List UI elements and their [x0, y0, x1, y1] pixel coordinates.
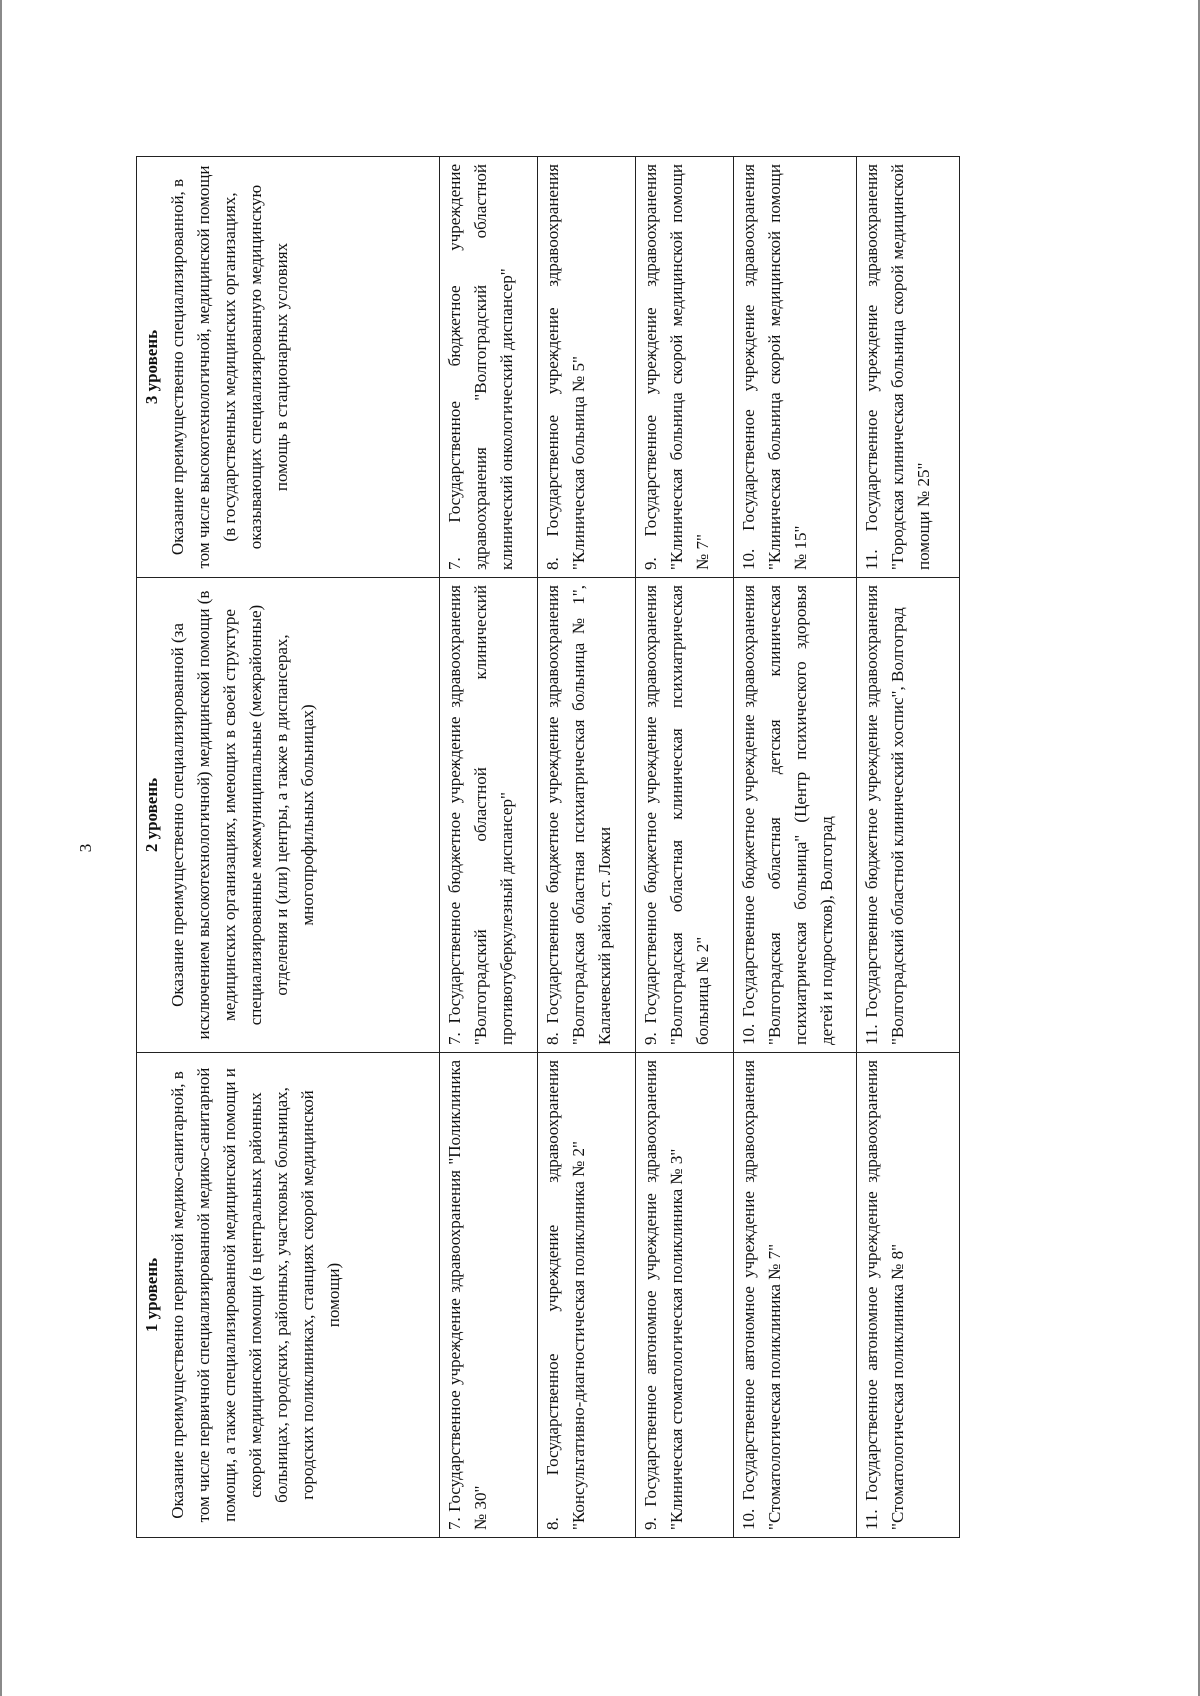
cell-text: 10. Государственное бюджетное учреждение здравоохранения "Волгоградская областная детская клиническая психиатрическая больница" (Центр психического здоровья детей и подростков), Волгоград — [739, 585, 836, 1045]
table-row — [857, 157, 960, 1538]
level-1-header — [137, 1053, 440, 1538]
cell-text: 10. Государственное автономное учреждение здравоохранения "Стоматологическая поликлиника № 7" — [739, 1060, 784, 1530]
cell-text: 8. Государственное бюджетное учреждение здравоохранения "Волгоградская областная психиатрическая больница № 1", Калачевский район, ст. Ложки — [543, 585, 614, 1045]
table-cell — [440, 157, 538, 578]
cell-text: 11. Государственное автономное учреждение здравоохранения "Стоматологическая поликлиника № 8" — [862, 1060, 907, 1530]
cell-text: 8. Государственное учреждение здравоохранения "Клиническая больница № 5" — [543, 164, 588, 570]
cell-text: 9. Государственное бюджетное учреждение здравоохранения "Волгоградская областная клиническая психиатрическая больница № 2" — [641, 585, 712, 1045]
table-row — [538, 157, 636, 1538]
cell-text: 7. Государственное бюджетное учреждение здравоохранения "Волгоградский областной клинический онкологический диспансер" — [445, 164, 516, 570]
cell-text: 7. Государственное бюджетное учреждение здравоохранения "Волгоградский областной клинический противотуберкулезный диспансер" — [445, 585, 516, 1045]
table-cell — [636, 578, 734, 1053]
cell-text: 9. Государственное автономное учреждение здравоохранения "Клиническая стоматологическая поликлиника № 3" — [641, 1060, 686, 1530]
level-3-description: Оказание преимущественно специализированной, в том числе высокотехнологичной, медицинской помощи (в государственных медицинских организациях, оказывающих специализированную медицинскую помощь в стационарных условиях — [168, 165, 291, 569]
level-1-description: Оказание преимущественно первичной медико-санитарной, в том числе первичной специализированной медико-санитарной помощи, а также специализированной медицинской помощи и скорой медицинской помощи (в центральных районных больницах, городских, районных, участковых больницах, городских поликлиниках, станциях скорой медицинской помощи) — [168, 1067, 343, 1523]
table-cell — [857, 578, 960, 1053]
table-cell — [440, 578, 538, 1053]
table-cell — [440, 1053, 538, 1538]
table-cell — [636, 1053, 734, 1538]
cell-text: 9. Государственное учреждение здравоохранения "Клиническая больница скорой медицинской помощи № 7" — [641, 164, 712, 570]
table-cell — [734, 157, 857, 578]
table-row — [440, 157, 538, 1538]
table-header-row — [137, 157, 440, 1538]
page-number: 3 — [76, 843, 95, 853]
table-cell — [538, 1053, 636, 1538]
level-3-title: 3 уровень — [142, 329, 161, 405]
cell-text: 10. Государственное учреждение здравоохранения "Клиническая больница скорой медицинской помощи № 15" — [739, 164, 810, 570]
table-cell — [636, 157, 734, 578]
cell-text: 11. Государственное бюджетное учреждение здравоохранения "Волгоградский областной клинический хоспис", Волгоград — [862, 585, 907, 1045]
cell-text: 8. Государственное учреждение здравоохранения "Консультативно-диагностическая поликлиника № 2" — [543, 1060, 588, 1530]
level-3-header — [137, 157, 440, 578]
table-row — [734, 157, 857, 1538]
table-cell — [857, 1053, 960, 1538]
table-cell — [857, 157, 960, 578]
level-2-title: 2 уровень — [142, 777, 161, 853]
level-2-description: Оказание преимущественно специализированной (за исключением высокотехнологичной) медицинской помощи (в медицинских организациях, имеющих в своей структуре специализированные межмуниципальные (межрайонные) отделения и (или) центры, а также в диспансерах, многопрофильных больницах) — [168, 590, 317, 1040]
table-cell — [734, 1053, 857, 1538]
table-cell — [538, 157, 636, 578]
table-row — [636, 157, 734, 1538]
cell-text: 11. Государственное учреждение здравоохранения "Городская клиническая больница скорой медицинской помощи № 25" — [862, 164, 933, 570]
table-cell — [734, 578, 857, 1053]
levels-table — [136, 156, 960, 1538]
cell-text: 7. Государственное учреждение здравоохранения "Поликлиника № 30" — [445, 1060, 490, 1530]
table-cell — [538, 578, 636, 1053]
level-2-header — [137, 578, 440, 1053]
level-1-title: 1 уровень — [142, 1257, 161, 1333]
